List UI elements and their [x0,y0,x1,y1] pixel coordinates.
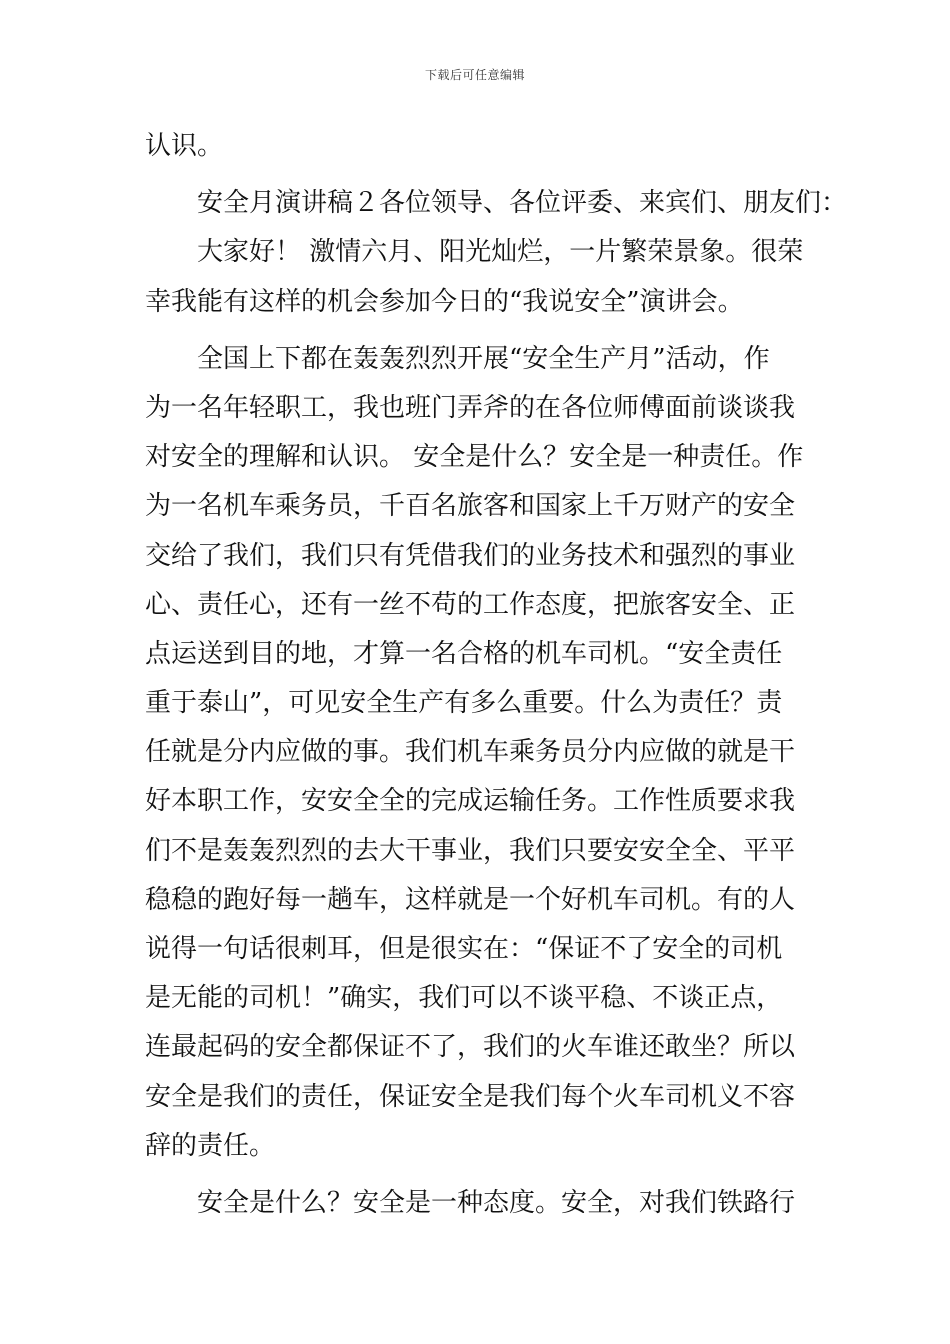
text-line: 们不是轰轰烈烈的去大干事业，我们只要安安全全、平平 [145,835,796,866]
text-line: 大家好！ 激情六月、阳光灿烂，一片繁荣景象。很荣 [197,237,804,268]
text-line: 说得一句话很刺耳，但是很实在：“保证不了安全的司机 [145,934,783,964]
text-line: 安全是什么？安全是一种态度。安全，对我们铁路行 [197,1187,796,1218]
text-line: 幸我能有这样的机会参加今日的“我说安全”演讲会。 [145,286,744,317]
text-line: 连最起码的安全都保证不了，我们的火车谁还敢坐？所以 [145,1032,796,1063]
paragraph-gap [145,171,815,179]
text-line: 心、责任心，还有一丝不苟的工作态度，把旅客安全、正 [145,589,796,620]
text-line: 好本职工作，安安全全的完成运输任务。工作性质要求我 [145,786,796,817]
document-body [145,122,848,1228]
text-line: 认识。 [145,131,224,161]
text-line: 稳稳的跑好每一趟车，这样就是一个好机车司机。有的人 [145,884,796,915]
text-line: 重于泰山”，可见安全生产有多么重要。什么为责任？责 [145,688,783,719]
text-line: 安全是我们的责任，保证安全是我们每个火车司机义不容 [145,1081,796,1112]
text-line: 辞的责任。 [145,1130,276,1161]
paragraph-gap [145,1171,815,1179]
text-line: 交给了我们，我们只有凭借我们的业务技术和强烈的事业 [145,540,796,571]
text-line: 为一名机车乘务员，千百名旅客和国家上千万财产的安全 [145,491,796,522]
text-line: 全国上下都在轰轰烈烈开展“安全生产月”活动，作 [197,343,770,374]
page-header: 下载后可任意编辑 [424,68,525,82]
paragraph-gap [145,327,815,335]
text-line: 对安全的理解和认识。 安全是什么？安全是一种责任。作 [145,442,804,473]
text-line: 点运送到目的地，才算一名合格的机车司机。“安全责任 [145,638,783,669]
text-line: 是无能的司机！”确实，我们可以不谈平稳、不谈正点， [145,983,783,1014]
text-line: 为一名年轻职工，我也班门弄斧的在各位师傅面前谈谈我 [145,392,796,423]
text-line: 安全月演讲稿２各位领导、各位评委、来宾们、朋友们： [197,188,848,219]
text-line: 任就是分内应做的事。我们机车乘务员分内应做的就是干 [145,737,796,768]
